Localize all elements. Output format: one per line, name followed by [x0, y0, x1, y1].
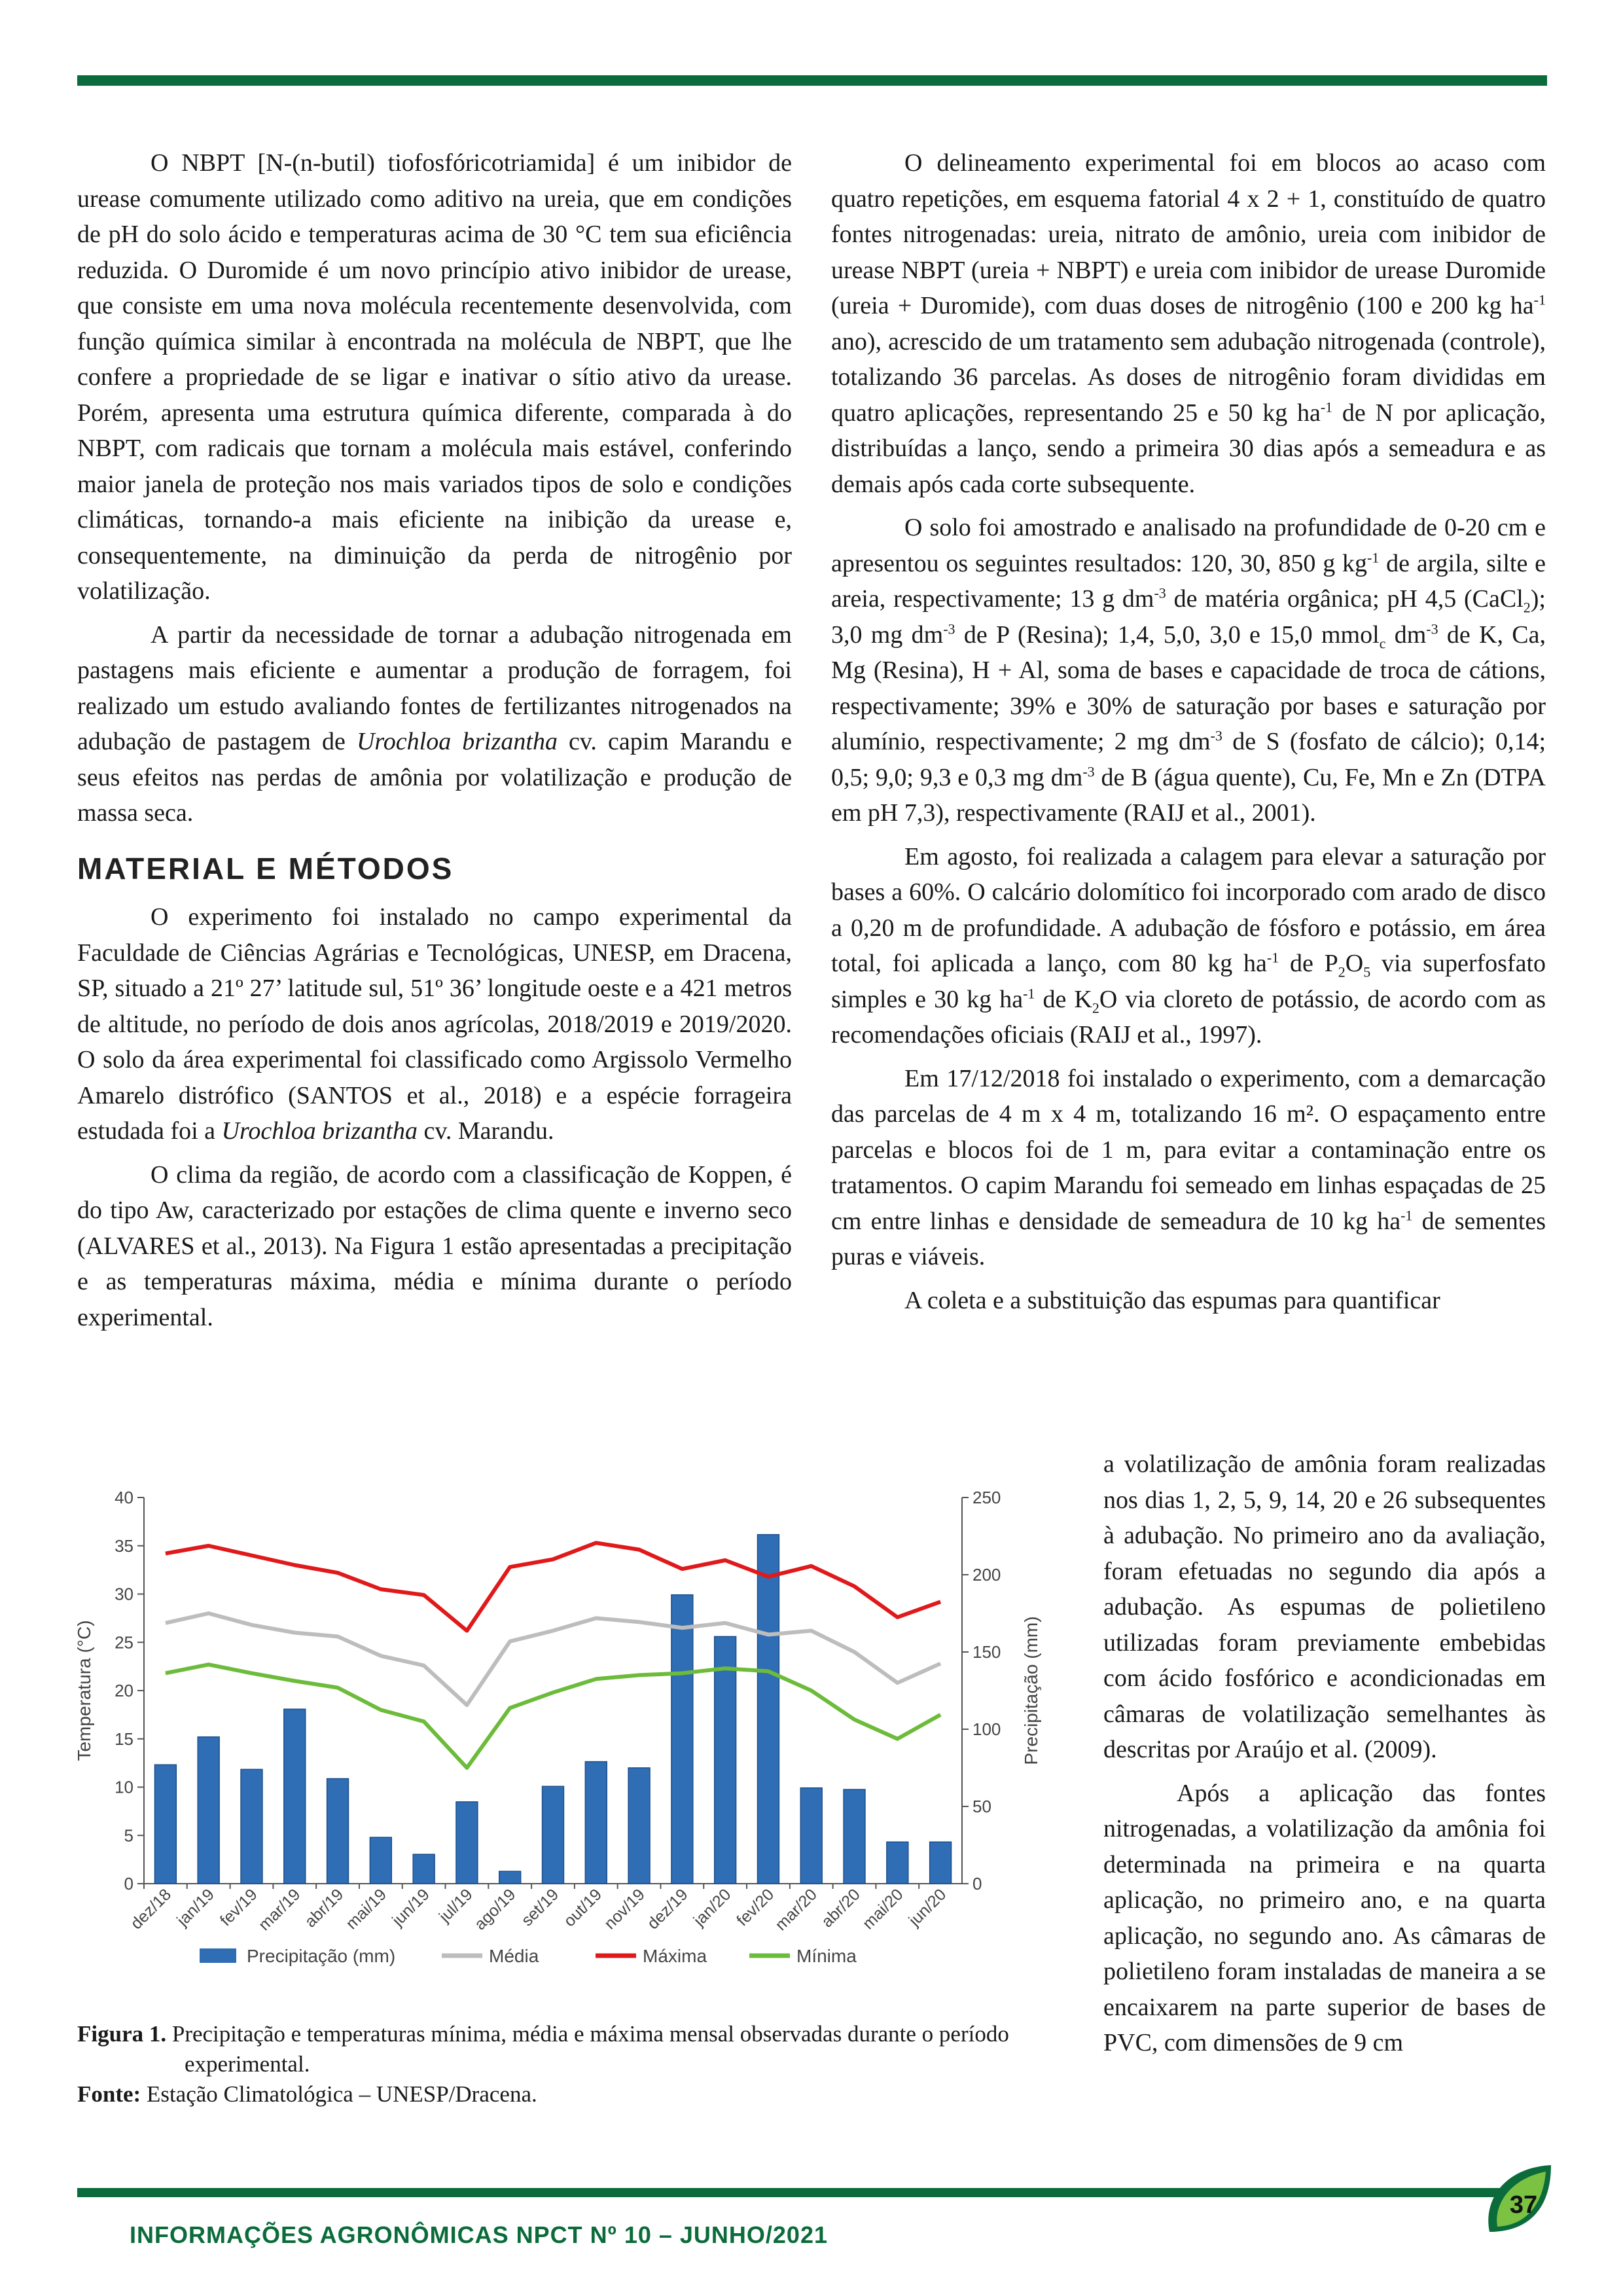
y-tick-label-left: 25 — [115, 1632, 134, 1653]
legend-swatch-bar — [200, 1948, 236, 1963]
source-label: Fonte: — [77, 2081, 141, 2107]
section-heading: MATERIAL E MÉTODOS — [77, 851, 454, 886]
figure-1-chart — [65, 1478, 1086, 1988]
paragraph-objective: A partir da necessidade de tornar a adubação nitrogenada em pastagens mais eficiente e aumentar a produção de forragem, foi realizado um estudo avaliando fontes de fertilizantes nitrogenados na adubação de pastagem de Urochloa brizantha cv. capim Marandu e seus efeitos nas perdas de amônia por volatilização e produção de massa seca. — [77, 620, 792, 827]
x-tick-label: mar/20 — [772, 1885, 821, 1935]
precip-bar — [628, 1768, 650, 1884]
y-tick-label-left: 5 — [124, 1825, 134, 1846]
caption-text: Precipitação e temperaturas mínima, média e máxima mensal observadas durante o período experimental. — [166, 2021, 1009, 2077]
legend-label: Máxima — [643, 1946, 707, 1966]
precip-bar — [844, 1789, 865, 1884]
paragraph-climate: O clima da região, de acordo com a classificação de Koppen, é do tipo Aw, caracterizado por estações de clima quente e inverno seco (ALVARES et al., 2013). Na Figura 1 estão apresentadas a precipitação e as temperaturas máxima, média e mínima durante o período experimental. — [77, 1160, 792, 1331]
source-text: Estação Climatológica – UNESP/Dracena. — [141, 2081, 537, 2107]
precip-bar — [887, 1842, 908, 1884]
paragraph-nbpt: O NBPT [N-(n-butil) tiofosfóricotriamida] é um inibidor de urease comumente utilizado como aditivo na ureia, que em condições de pH do solo ácido e temperaturas acima de 30 °C tem sua eficiência reduzida. O Duromide é um novo princípio ativo inibidor de urease, que consiste em uma nova molécula recentemente desenvolvida, com função química similar à encontrada na molécula de NBPT, que lhe confere a propriedade de se ligar e inativar o sítio ativo da urease. Porém, apresenta uma estrutura química diferente, comparada à do NBPT, com radicais que tornam a molécula mais estável, conferindo maior janela de proteção nos mais variados tipos de solo e condições climáticas, tornando-a mais eficiente na inibição da urease e, consequentemente, na diminuição da perda de nitrogênio por volatilização. — [77, 149, 792, 605]
x-tick-label: out/19 — [560, 1885, 606, 1931]
precip-bar — [930, 1842, 952, 1884]
paragraph-collection: a volatilização de amônia foram realizadas nos dias 1, 2, 5, 9, 14, 20 e 26 subsequentes à adubação. No primeiro ano da avaliação, foram efetuadas no segundo dia após a adubação. As espumas de polietileno utilizadas foram previamente embebidas com ácido fosfórico e acondicionadas em câmaras de volatilização semelhantes às descritas por Araújo et al. (2009). — [1103, 1450, 1546, 1763]
x-tick-label: dez/19 — [643, 1885, 692, 1933]
y-tick-label-right: 50 — [972, 1797, 991, 1816]
legend-label: Mínima — [796, 1946, 857, 1966]
paragraph-liming: Em agosto, foi realizada a calagem para elevar a saturação por bases a 60%. O calcário dolomítico foi incorporado com arado de disco a 0,20 m de profundidade. A adubação de fósforo e potássio, em área total, foi aplicada a lanço, com 80 kg $ha^{-1}$ de $P_2O_5$ via superfosfato simples e 30 kg $ha^{-1}$ de $K_2O$ via cloreto de potássio, de acordo com as recomendações oficiais (RAIJ et al., 1997). — [831, 842, 1546, 1049]
x-tick-label: jan/20 — [690, 1885, 735, 1930]
x-tick-label: set/19 — [518, 1885, 563, 1930]
y-tick-label-right: 250 — [972, 1488, 1001, 1507]
precip-bar — [715, 1636, 736, 1884]
precip-bar — [413, 1854, 435, 1884]
paragraph-installation: Em 17/12/2018 foi instalado o experimento, com a demarcação das parcelas de 4 m x 4 m, totalizando 16 m². O espaçamento entre parcelas e blocos foi de 1 m, para evitar a contaminação entre os tratamentos. O capim Marandu foi semeado em linhas espaçadas de 25 cm entre linhas e densidade de semeadura de 10 kg $ha^{-1}$ de sementes puras e viáveis. — [831, 1064, 1546, 1270]
precip-bar — [671, 1595, 693, 1884]
y-tick-label-left: 30 — [115, 1584, 134, 1604]
x-tick-label: jun/19 — [388, 1885, 433, 1930]
paragraph-collection-lead: A coleta e a substituição das espumas para quantificar — [904, 1286, 1440, 1314]
y-tick-label-right: 150 — [972, 1642, 1001, 1662]
y-tick-label-left: 15 — [115, 1729, 134, 1749]
precip-bar — [370, 1837, 391, 1884]
precip-bar — [543, 1786, 564, 1884]
precip-bar — [758, 1535, 779, 1884]
paragraph-site: O experimento foi instalado no campo experimental da Faculdade de Ciências Agrárias e Tecnológicas, UNESP, em Dracena, SP, situado a 21º 27’ latitude sul, 51º 36’ longitude oeste e a 421 metros de altitude, no período de dois anos agrícolas, 2018/2019 e 2019/2020. O solo da área experimental foi classificado como Argissolo Vermelho Amarelo distrófico (SANTOS et al., 2018) e a espécie forrageira estudada foi a Urochloa brizantha cv. Marandu. — [77, 903, 792, 1145]
y-tick-label-right: 0 — [972, 1874, 982, 1893]
figure-caption — [77, 2019, 1098, 2109]
right-column-wrap — [1103, 1446, 1546, 2061]
x-tick-label: dez/18 — [127, 1885, 175, 1933]
precip-bar — [327, 1779, 349, 1884]
x-tick-label: mai/20 — [859, 1885, 907, 1933]
y-tick-label-left: 0 — [124, 1874, 134, 1893]
right-column — [831, 145, 1546, 1318]
x-tick-label: fev/20 — [733, 1885, 778, 1930]
precip-bar — [499, 1871, 521, 1884]
x-tick-label: fev/19 — [216, 1885, 261, 1930]
y-tick-label-left: 35 — [115, 1535, 134, 1556]
x-tick-label: ago/19 — [471, 1885, 520, 1934]
paragraph-design: O delineamento experimental foi em blocos ao acaso com quatro repetições, em esquema fatorial 4 x 2 + 1, constituído de quatro fontes nitrogenadas: ureia, nitrato de amônio, ureia com inibidor de urease NBPT (ureia + NBPT) e ureia com inibidor de urease Duromide (ureia + Duromide), com duas doses de nitrogênio (100 e 200 kg $ha^{-1}$ ano), acrescido de um tratamento sem adubação nitrogenada (controle), totalizando 36 parcelas. As doses de nitrogênio foram divididas em quatro aplicações, representando 25 e 50 kg $ha^{-1}$ de N por aplicação, distribuídas a lanço, sendo a primeira 30 dias após a semeadura e as demais após cada corte subsequente. — [831, 149, 1546, 498]
y-axis-title-left: Temperatura (°C) — [74, 1620, 94, 1761]
precip-bar — [585, 1762, 607, 1884]
x-tick-label: mar/19 — [255, 1885, 304, 1935]
precip-bar — [241, 1769, 262, 1884]
y-tick-label-left: 10 — [115, 1777, 134, 1797]
y-tick-label-left: 40 — [115, 1488, 134, 1507]
paragraph-application: Após a aplicação das fontes nitrogenadas, a volatilização da amônia foi determinada na primeira e na quarta aplicação, no primeiro ano, e na quarta aplicação, no segundo ano. As câmaras de polietileno foram instaladas de maneira a se encaixarem na parte superior de bases de PVC, com dimensões de 9 cm — [1103, 1779, 1546, 2056]
x-tick-label: abr/20 — [817, 1885, 864, 1931]
caption-label: Figura 1. — [77, 2021, 167, 2047]
y-axis-title-right: Precipitação (mm) — [1021, 1616, 1041, 1765]
x-tick-label: mai/19 — [342, 1885, 391, 1933]
precip-bar — [456, 1802, 478, 1884]
legend-label: Média — [489, 1946, 539, 1966]
bottom-rule — [77, 2188, 1503, 2197]
precip-bar — [154, 1765, 176, 1884]
y-tick-label-right: 100 — [972, 1719, 1001, 1739]
temp-line-maxima — [166, 1543, 940, 1630]
x-tick-label: jul/19 — [435, 1885, 476, 1926]
precip-bar — [800, 1788, 822, 1884]
precip-bar — [198, 1737, 219, 1884]
page-number: 37 — [1509, 2191, 1538, 2219]
left-column — [77, 145, 792, 1335]
legend-label: Precipitação (mm) — [247, 1946, 396, 1966]
precip-bar — [284, 1709, 306, 1884]
top-rule — [77, 75, 1547, 86]
x-tick-label: jun/20 — [905, 1885, 950, 1930]
paragraph-soil: O solo foi amostrado e analisado na profundidade de 0-20 cm e apresentou os seguintes resultados: 120, 30, 850 g $kg^{-1}$ de argila, silte e areia, respectivamente; 13 g $dm^{-3}$ de matéria orgânica; pH 4,5 (CaCl$_2$); 3,0 mg $dm^{-3}$ de P (Resina); 1,4, 5,0, 3,0 e 15,0 mmol$_c$ $dm^{-3}$ de K, Ca, Mg (Resina), H + Al, soma de bases e capacidade de troca de cátions, respectivamente; 39% e 30% de saturação por bases e saturação por alumínio, respectivamente; 2 mg $dm^{-3}$ de S (fosfato de cálcio); 0,14; 0,5; 9,0; 9,3 e 0,3 mg $dm^{-3}$ de B (água quente), Cu, Fe, Mn e Zn (DTPA em pH 7,3), respectivamente (RAIJ et al., 2001). — [831, 514, 1546, 827]
footer-title: INFORMAÇÕES AGRONÔMICAS NPCT Nº 10 – JUNHO/2021 — [130, 2221, 828, 2248]
y-tick-label-left: 20 — [115, 1681, 134, 1700]
x-tick-label: nov/19 — [600, 1885, 649, 1933]
y-tick-label-right: 200 — [972, 1565, 1001, 1585]
x-tick-label: jan/19 — [173, 1885, 218, 1930]
temp-line-minima — [166, 1664, 940, 1768]
x-tick-label: abr/19 — [301, 1885, 348, 1931]
